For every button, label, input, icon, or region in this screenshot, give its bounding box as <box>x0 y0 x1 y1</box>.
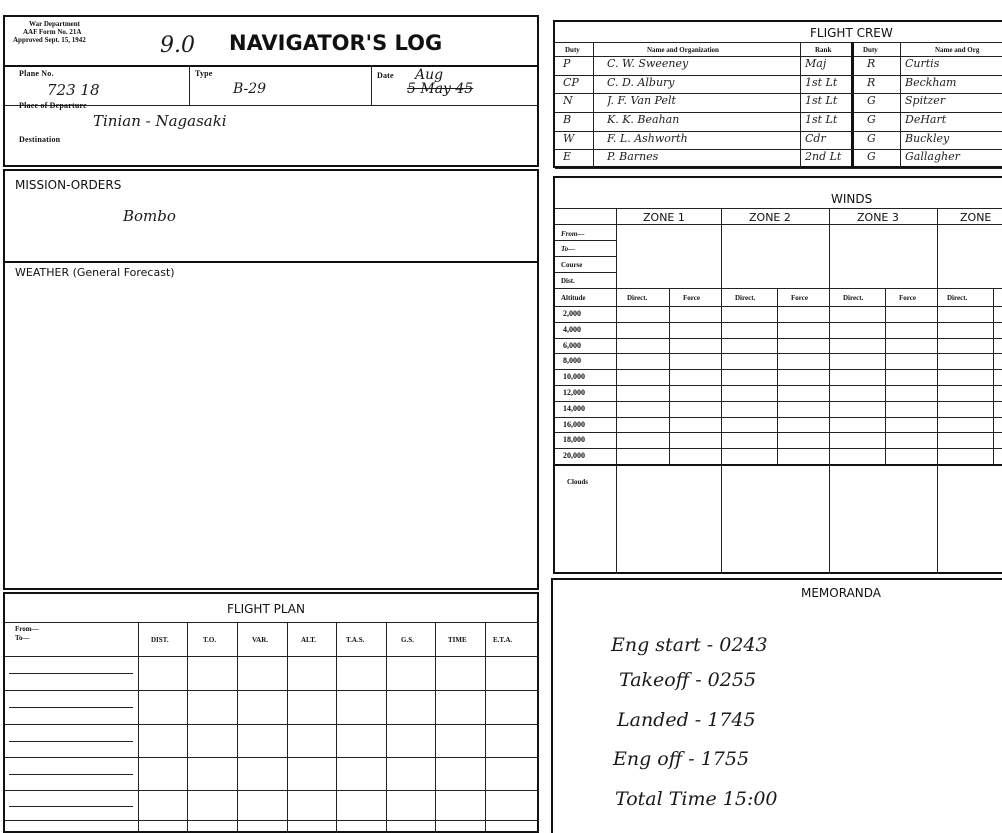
altitude-row[interactable] <box>555 338 1002 355</box>
fp-col-time: TIME <box>448 636 467 644</box>
altitude-row[interactable] <box>555 369 1002 386</box>
log-header-box <box>3 15 539 167</box>
crew-name: C. W. Sweeney <box>607 57 689 70</box>
plane-no-field[interactable] <box>19 79 179 101</box>
zone-2-header: ZONE 2 <box>749 211 791 224</box>
z4-direct-header: Direct. <box>947 294 968 302</box>
crew-row[interactable] <box>555 131 1002 151</box>
crew-duty: CP <box>563 75 579 89</box>
flight-crew-box <box>553 20 1002 168</box>
crew-row[interactable] <box>555 56 1002 76</box>
crew-name: K. K. Beahan <box>607 113 680 126</box>
crew-head-rank: Rank <box>815 46 832 54</box>
weather-label: WEATHER (General Forecast) <box>15 266 175 279</box>
crew-row[interactable] <box>555 93 1002 113</box>
fp-col-var: VAR. <box>252 636 269 644</box>
crew-name-2: Gallagher <box>905 150 960 164</box>
memoranda-title: MEMORANDA <box>801 586 882 600</box>
z2-force-header: Force <box>791 294 808 302</box>
fp-row[interactable] <box>5 724 537 725</box>
crew-name: J. F. Van Pelt <box>607 94 676 108</box>
z2-direct-header: Direct. <box>735 294 756 302</box>
route-value: Tinian - Nagasaki <box>93 112 227 130</box>
dept-line-1: War Department <box>29 20 80 28</box>
crew-duty: B <box>563 113 572 126</box>
crew-duty-2: R <box>867 75 876 89</box>
crew-rank: 1st Lt <box>805 75 838 89</box>
crew-duty: W <box>563 131 575 145</box>
crew-head-name: Name and Organization <box>647 46 719 54</box>
altitude-label: 4,000 <box>563 324 581 334</box>
crew-duty: P <box>563 57 571 70</box>
form-code-handwritten: 9.0 <box>160 33 195 58</box>
flight-plan-title: FLIGHT PLAN <box>227 602 305 616</box>
fp-from-label: From— <box>15 625 39 633</box>
mission-orders-field[interactable] <box>105 201 405 231</box>
crew-rank: 1st Lt <box>805 94 838 108</box>
winds-dist-label: Dist. <box>561 277 575 285</box>
crew-row[interactable] <box>555 75 1002 95</box>
zone-3-header: ZONE 3 <box>857 211 899 224</box>
crew-duty-2: G <box>867 113 876 126</box>
crew-name: P. Barnes <box>607 150 659 164</box>
memo-line-1: Eng start - 0243 <box>611 634 768 656</box>
crew-duty-2: R <box>867 57 876 70</box>
altitude-header: Altitude <box>561 294 586 302</box>
mission-orders-label: MISSION-ORDERS <box>15 178 122 192</box>
crew-head-duty-2: Duty <box>863 46 878 54</box>
flight-crew-title: FLIGHT CREW <box>810 26 893 40</box>
crew-head-duty: Duty <box>565 46 580 54</box>
crew-name: F. L. Ashworth <box>607 131 688 145</box>
memo-line-5: Total Time 15:00 <box>615 788 778 810</box>
memoranda-notes[interactable] <box>593 620 973 830</box>
altitude-label: 20,000 <box>563 451 585 461</box>
crew-name-2: DeHart <box>905 113 947 126</box>
date-field[interactable] <box>405 67 525 103</box>
winds-to-label: To— <box>561 245 576 253</box>
winds-altitude-table <box>555 306 1002 466</box>
altitude-label: 10,000 <box>563 372 585 382</box>
altitude-label: 14,000 <box>563 403 585 413</box>
memo-line-4: Eng off - 1755 <box>613 748 750 770</box>
winds-course-label: Course <box>561 261 583 269</box>
crew-rank: 1st Lt <box>805 113 838 126</box>
memo-line-3: Landed - 1745 <box>617 709 756 731</box>
altitude-row[interactable] <box>555 401 1002 418</box>
altitude-row[interactable] <box>555 322 1002 339</box>
fp-col-dist: DIST. <box>151 636 169 644</box>
date-struck: 5 May 45 <box>407 81 474 97</box>
fp-col-eta: E.T.A. <box>493 636 513 644</box>
dept-line-3: Approved Sept. 15, 1942 <box>13 36 86 44</box>
altitude-row[interactable] <box>555 385 1002 402</box>
zone-4-header: ZONE <box>960 211 992 224</box>
altitude-row[interactable] <box>555 417 1002 434</box>
fp-col-alt: ALT. <box>301 636 316 644</box>
z3-force-header: Force <box>899 294 916 302</box>
altitude-label: 12,000 <box>563 388 585 397</box>
altitude-label: 8,000 <box>563 356 581 366</box>
place-of-departure-label: Place of Departure <box>19 101 87 110</box>
crew-head-name-2: Name and Org <box>935 46 980 54</box>
winds-box <box>553 176 1002 574</box>
z1-force-header: Force <box>683 294 700 302</box>
altitude-row[interactable] <box>555 448 1002 465</box>
z3-direct-header: Direct. <box>843 294 864 302</box>
plane-no-value: 723 18 <box>47 81 100 99</box>
altitude-label: 2,000 <box>563 309 581 318</box>
fp-row[interactable] <box>5 790 537 791</box>
altitude-row[interactable] <box>555 432 1002 449</box>
fp-to-label: To— <box>15 634 30 642</box>
crew-table-body <box>555 56 1002 168</box>
type-field[interactable] <box>195 79 365 101</box>
memo-line-2: Takeoff - 0255 <box>619 669 757 691</box>
date-label: Date <box>377 71 394 80</box>
crew-rank: Cdr <box>805 131 826 145</box>
dept-line-2: AAF Form No. 21A <box>23 28 82 36</box>
crew-name-2: Beckham <box>905 75 957 89</box>
winds-title: WINDS <box>831 192 873 206</box>
date-correction: Aug <box>415 67 444 83</box>
destination-label: Destination <box>19 135 61 144</box>
crew-duty-2: G <box>867 94 876 108</box>
zone-1-header: ZONE 1 <box>643 211 685 224</box>
fp-row[interactable] <box>5 690 537 691</box>
crew-row[interactable] <box>555 112 1002 132</box>
altitude-row[interactable] <box>555 306 1002 323</box>
clouds-label: Clouds <box>567 478 589 486</box>
z1-direct-header: Direct. <box>627 294 648 302</box>
mission-weather-box <box>3 169 539 590</box>
route-field[interactable] <box>85 112 345 134</box>
crew-name: C. D. Albury <box>607 75 675 89</box>
flight-plan-box <box>3 592 539 833</box>
crew-name-2: Spitzer <box>905 94 946 108</box>
altitude-label: 16,000 <box>563 419 585 429</box>
weather-field[interactable] <box>11 283 531 582</box>
fp-col-gs: G.S. <box>401 636 414 644</box>
form-title: NAVIGATOR'S LOG <box>229 31 443 55</box>
winds-from-label: From— <box>561 230 585 238</box>
crew-rank: Maj <box>805 57 827 70</box>
fp-col-to: T.O. <box>203 636 217 644</box>
crew-name-2: Buckley <box>905 131 950 145</box>
altitude-label: 18,000 <box>563 435 585 445</box>
fp-row[interactable] <box>5 757 537 758</box>
crew-name-2: Curtis <box>905 57 940 70</box>
type-label: Type <box>195 69 213 78</box>
crew-duty: E <box>563 150 572 164</box>
type-value: B-29 <box>233 81 267 97</box>
crew-rank: 2nd Lt <box>805 150 842 164</box>
altitude-row[interactable] <box>555 353 1002 370</box>
mission-orders-value: Bombo <box>123 207 176 225</box>
memoranda-box <box>551 578 1002 833</box>
fp-row[interactable] <box>5 820 537 821</box>
plane-no-label: Plane No. <box>19 69 54 78</box>
fp-col-tas: T.A.S. <box>346 636 365 644</box>
crew-duty-2: G <box>867 150 876 164</box>
crew-duty-2: G <box>867 131 876 145</box>
crew-row[interactable] <box>555 149 1002 169</box>
crew-duty: N <box>563 94 573 108</box>
altitude-label: 6,000 <box>563 340 581 350</box>
